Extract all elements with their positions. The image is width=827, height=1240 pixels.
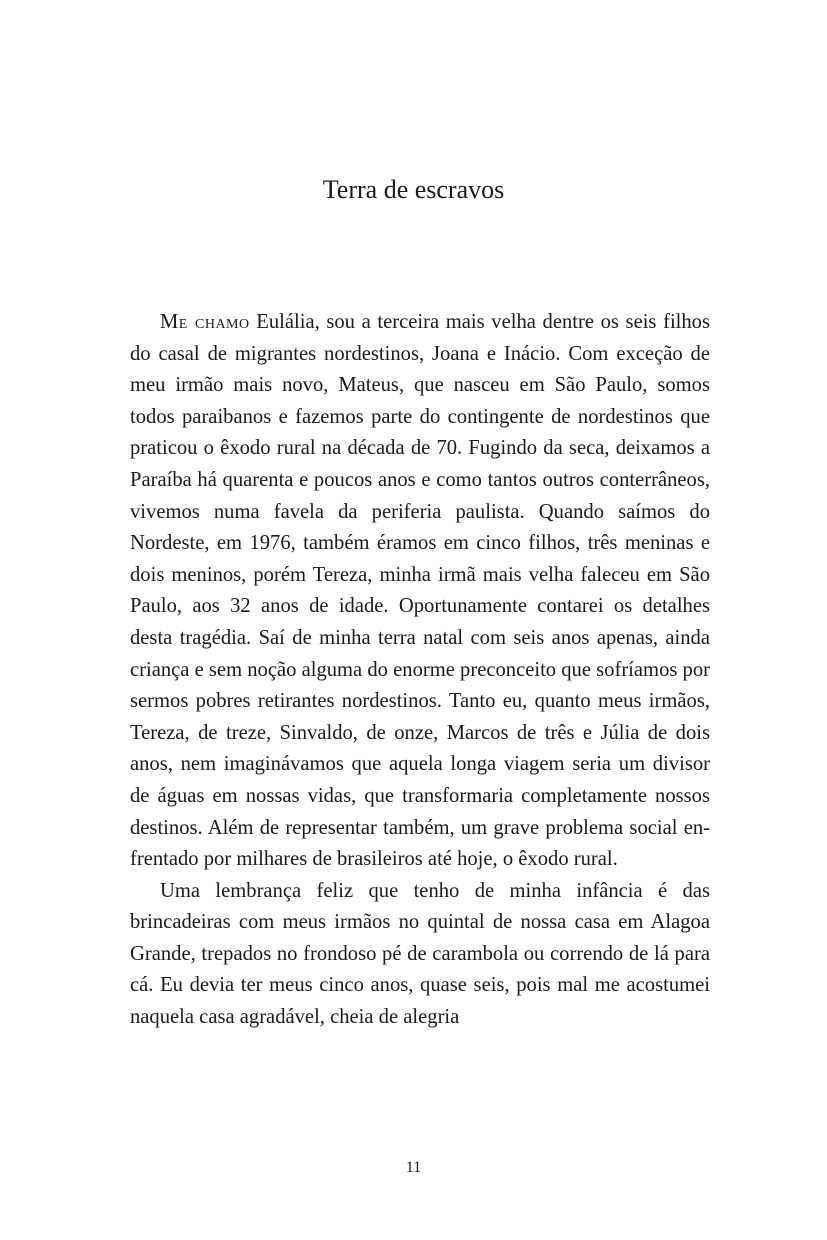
chapter-body bbox=[130, 307, 710, 1034]
paragraph-1-text: Eulália, sou a terceira mais velha dentre os seis filhos do casal de migrantes nordestinos, Joana e Inácio. Com exceção de meu irmão mais novo, Mateus, que nasceu em São Paulo, somos todos paraibanos e fazemos parte do contingente de nordestinos que praticou o êxodo rural na década de 70. Fugindo da seca, deixamos a Paraíba há quarenta e poucos anos e como tantos outros conterrâneos, vivemos numa favela da periferia paulista. Quando saímos do Nordeste, em 1976, também éramos em cinco filhos, três meninas e dois meninos, porém Tereza, minha irmã mais velha faleceu em São Paulo, aos 32 anos de idade. Oportunamente contarei os detalhes desta tragédia. Saí de minha terra natal com seis anos apenas, ainda criança e sem noção alguma do enorme preconceito que sofríamos por sermos pobres retirantes nordestinos. Tanto eu, quanto meus irmãos, Tereza, de treze, Sinvaldo, de onze, Marcos de três e Júlia de dois anos, nem imaginávamos que aquela longa viagem seria um divisor de águas em nossas vidas, que transformaria completamente nossos destinos. Além de representar também, um grave problema social enfrentado por milhares de brasileiros até hoje, o êxodo rural. bbox=[130, 311, 710, 871]
paragraph-lead-in: Me chamo bbox=[160, 311, 250, 333]
paragraph-1 bbox=[130, 307, 710, 876]
chapter-title: Terra de escravos bbox=[322, 175, 505, 204]
page-number: 11 bbox=[405, 1159, 422, 1176]
paragraph-2-text: Uma lembrança feliz que tenho de minha infância é das brincadeiras com meus irmãos no quintal de nossa casa em Alagoa Grande, trepados no frondoso pé de carambola ou correndo de lá para cá. Eu devia ter meus cinco anos, quase seis, pois mal me acostumei naquela casa agradável, cheia de alegria bbox=[130, 879, 710, 1029]
paragraph-2 bbox=[130, 876, 710, 1034]
